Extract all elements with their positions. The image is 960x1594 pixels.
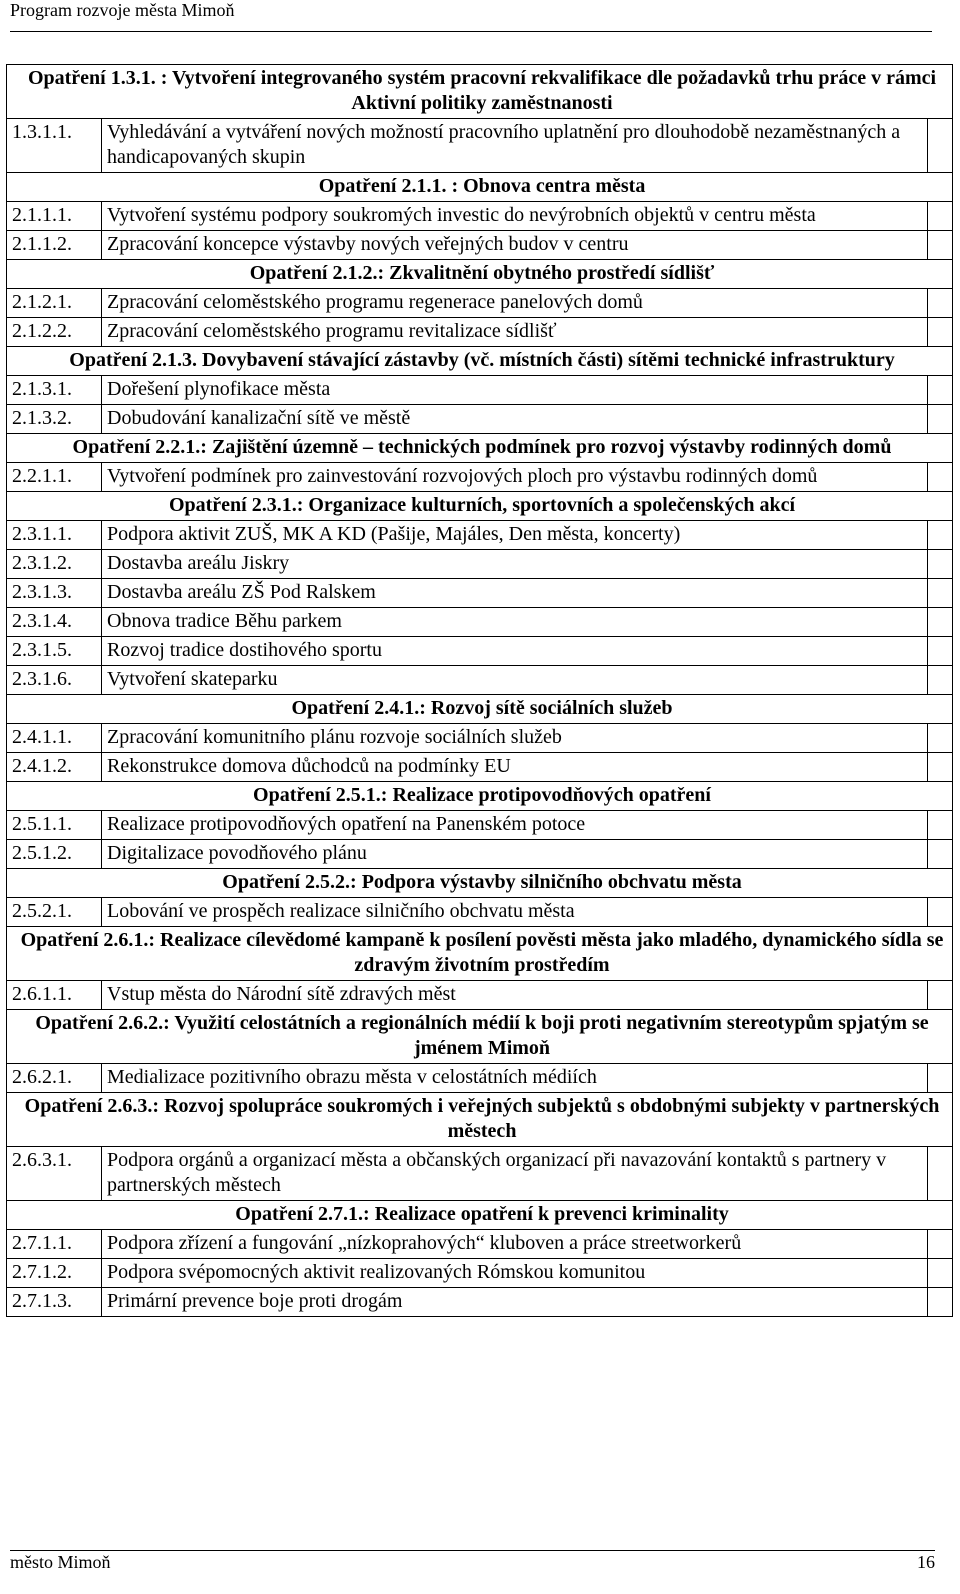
activity-number: 2.6.1.1. [7,981,102,1010]
blank-cell [928,289,953,318]
blank-cell [928,840,953,869]
measure-heading: Opatření 2.4.1.: Rozvoj sítě sociálních služeb [7,695,953,724]
activity-row [7,1288,953,1317]
measure-heading-row [7,260,953,289]
blank-cell [928,898,953,927]
blank-cell [928,1147,953,1201]
activity-text: Zpracování celoměstského programu regenerace panelových domů [102,289,928,318]
measure-heading-row [7,173,953,202]
activity-number: 2.5.1.2. [7,840,102,869]
activity-text: Dobudování kanalizační sítě ve městě [102,405,928,434]
activity-text: Podpora aktivit ZUŠ, MK A KD (Pašije, Majáles, Den města, koncerty) [102,521,928,550]
measures-table [6,64,953,1317]
activity-text: Vytvoření podmínek pro zainvestování rozvojových ploch pro výstavbu rodinných domů [102,463,928,492]
activity-number: 2.5.1.1. [7,811,102,840]
blank-cell [928,231,953,260]
blank-cell [928,463,953,492]
measure-heading: Opatření 2.6.3.: Rozvoj spolupráce soukromých i veřejných subjektů s obdobnými subjekty v partnerských městech [7,1093,953,1147]
activity-text: Zpracování celoměstského programu revitalizace sídlišť [102,318,928,347]
activity-number: 1.3.1.1. [7,119,102,173]
activity-row [7,463,953,492]
activity-text: Dořešení plynofikace města [102,376,928,405]
header-rule [10,31,932,32]
activity-number: 2.7.1.3. [7,1288,102,1317]
blank-cell [928,1259,953,1288]
measure-heading: Opatření 2.5.2.: Podpora výstavby silničního obchvatu města [7,869,953,898]
activity-row [7,840,953,869]
activity-text: Realizace protipovodňových opatření na Panenském potoce [102,811,928,840]
measure-heading: Opatření 2.3.1.: Organizace kulturních, sportovních a společenských akcí [7,492,953,521]
activity-row [7,1064,953,1093]
activity-text: Rozvoj tradice dostihového sportu [102,637,928,666]
activity-number: 2.4.1.2. [7,753,102,782]
activity-text: Lobování ve prospěch realizace silničního obchvatu města [102,898,928,927]
blank-cell [928,811,953,840]
blank-cell [928,521,953,550]
activity-row [7,521,953,550]
measure-heading: Opatření 2.2.1.: Zajištění územně – technických podmínek pro rozvoj výstavby rodinných domů [7,434,953,463]
page-number: 16 [917,1552,935,1572]
measure-heading-row [7,347,953,376]
activity-number: 2.3.1.2. [7,550,102,579]
activity-text: Medializace pozitivního obrazu města v celostátních médiích [102,1064,928,1093]
activity-number: 2.3.1.5. [7,637,102,666]
activity-row [7,289,953,318]
measure-heading-row [7,434,953,463]
activity-row [7,811,953,840]
activity-row [7,608,953,637]
activity-text: Rekonstrukce domova důchodců na podmínky EU [102,753,928,782]
activity-text: Digitalizace povodňového plánu [102,840,928,869]
activity-number: 2.6.3.1. [7,1147,102,1201]
measure-heading: Opatření 2.6.2.: Využití celostátních a regionálních médií k boji proti negativním stereotypům spjatým se jménem Mimoň [7,1010,953,1064]
activity-text: Podpora orgánů a organizací města a občanských organizací při navazování kontaktů s partnery v partnerských městech [102,1147,928,1201]
blank-cell [928,376,953,405]
blank-cell [928,318,953,347]
measure-heading-row [7,65,953,119]
measure-heading-row [7,927,953,981]
activity-row [7,231,953,260]
activity-number: 2.1.3.2. [7,405,102,434]
activity-row [7,202,953,231]
activity-row [7,376,953,405]
measure-heading-row [7,1010,953,1064]
footer-city: město Mimoň [10,1552,111,1572]
activity-number: 2.7.1.1. [7,1230,102,1259]
measure-heading-row [7,695,953,724]
footer-rule [10,1550,935,1551]
measure-heading-row [7,869,953,898]
activity-number: 2.6.2.1. [7,1064,102,1093]
activity-row [7,753,953,782]
measure-heading: Opatření 2.5.1.: Realizace protipovodňových opatření [7,782,953,811]
activity-number: 2.1.2.1. [7,289,102,318]
activity-row [7,1147,953,1201]
blank-cell [928,550,953,579]
activity-text: Obnova tradice Běhu parkem [102,608,928,637]
activity-number: 2.1.3.1. [7,376,102,405]
measure-heading-row [7,492,953,521]
blank-cell [928,981,953,1010]
activity-number: 2.1.1.2. [7,231,102,260]
activity-number: 2.3.1.4. [7,608,102,637]
activity-number: 2.5.2.1. [7,898,102,927]
activity-row [7,981,953,1010]
activity-text: Vyhledávání a vytváření nových možností pracovního uplatnění pro dlouhodobě nezaměstnaných a handicapovaných skupin [102,119,928,173]
activity-number: 2.7.1.2. [7,1259,102,1288]
activity-number: 2.1.2.2. [7,318,102,347]
activity-number: 2.1.1.1. [7,202,102,231]
activity-text: Vytvoření systému podpory soukromých investic do nevýrobních objektů v centru města [102,202,928,231]
blank-cell [928,1230,953,1259]
blank-cell [928,202,953,231]
activity-row [7,666,953,695]
blank-cell [928,1064,953,1093]
activity-text: Zpracování komunitního plánu rozvoje sociálních služeb [102,724,928,753]
measure-heading: Opatření 2.1.1. : Obnova centra města [7,173,953,202]
activity-number: 2.2.1.1. [7,463,102,492]
measure-heading-row [7,1201,953,1230]
activity-number: 2.4.1.1. [7,724,102,753]
blank-cell [928,405,953,434]
activity-row [7,1259,953,1288]
measure-heading: Opatření 2.1.3. Dovybavení stávající zástavby (vč. místních části) sítěmi technické infrastruktury [7,347,953,376]
measure-heading: Opatření 2.6.1.: Realizace cílevědomé kampaně k posílení pověsti města jako mladého, dynamického sídla se zdravým životním prostředím [7,927,953,981]
measure-heading: Opatření 2.1.2.: Zkvalitnění obytného prostředí sídlišť [7,260,953,289]
activity-number: 2.3.1.6. [7,666,102,695]
blank-cell [928,666,953,695]
activity-text: Podpora zřízení a fungování „nízkoprahových“ kluboven a práce streetworkerů [102,1230,928,1259]
blank-cell [928,1288,953,1317]
measure-heading: Opatření 2.7.1.: Realizace opatření k prevenci kriminality [7,1201,953,1230]
activity-row [7,724,953,753]
page-header-title: Program rozvoje města Mimoň [10,0,235,20]
blank-cell [928,724,953,753]
measure-heading-row [7,1093,953,1147]
page-footer [10,1552,935,1576]
blank-cell [928,608,953,637]
measure-heading: Opatření 1.3.1. : Vytvoření integrovaného systém pracovní rekvalifikace dle požadavků trhu práce v rámci Aktivní politiky zaměstnanosti [7,65,953,119]
activity-text: Vytvoření skateparku [102,666,928,695]
blank-cell [928,637,953,666]
activity-text: Podpora svépomocných aktivit realizovaných Rómskou komunitou [102,1259,928,1288]
measures-table-body [7,65,953,1317]
activity-row [7,550,953,579]
activity-row [7,579,953,608]
activity-row [7,898,953,927]
blank-cell [928,579,953,608]
activity-text: Vstup města do Národní sítě zdravých měst [102,981,928,1010]
activity-text: Dostavba areálu ZŠ Pod Ralskem [102,579,928,608]
activity-row [7,405,953,434]
activity-row [7,119,953,173]
measure-heading-row [7,782,953,811]
activity-row [7,318,953,347]
activity-row [7,1230,953,1259]
activity-row [7,637,953,666]
blank-cell [928,753,953,782]
activity-number: 2.3.1.3. [7,579,102,608]
blank-cell [928,119,953,173]
activity-text: Dostavba areálu Jiskry [102,550,928,579]
activity-number: 2.3.1.1. [7,521,102,550]
activity-text: Zpracování koncepce výstavby nových veřejných budov v centru [102,231,928,260]
activity-text: Primární prevence boje proti drogám [102,1288,928,1317]
